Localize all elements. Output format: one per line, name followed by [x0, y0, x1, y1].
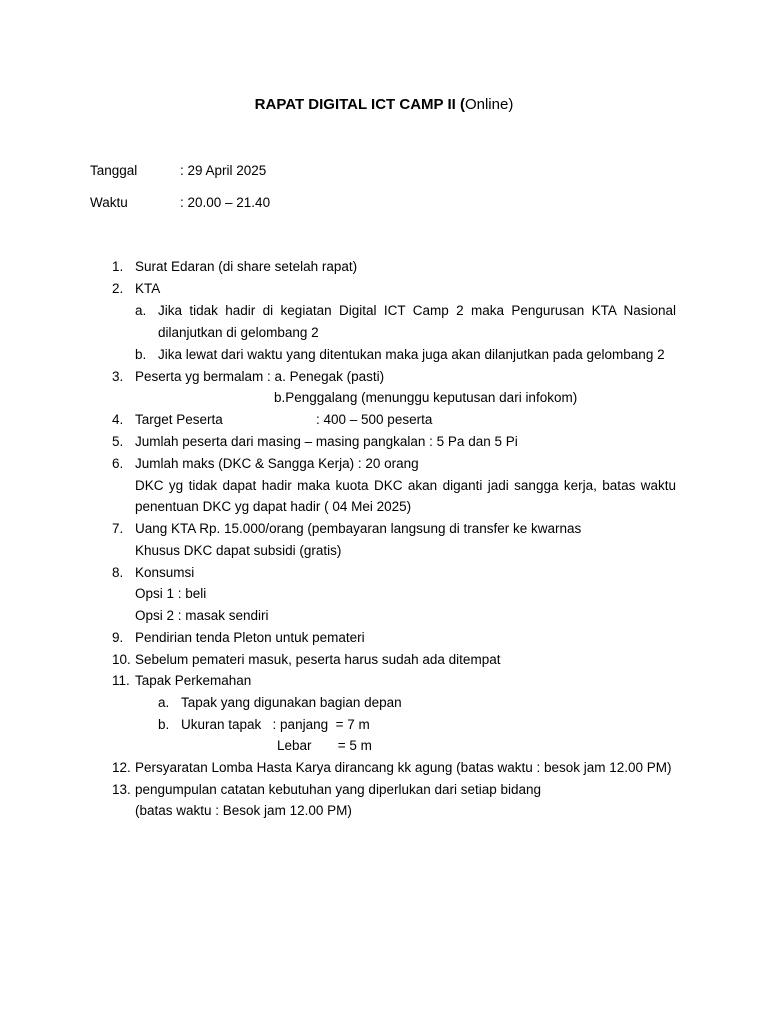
list-item: [0, 409, 768, 431]
sub-list-item: [0, 344, 768, 366]
sub-item-letter: a.: [158, 695, 170, 710]
time-row: [90, 193, 270, 213]
sub-item-text: Ukuran tapak : panjang = 7 m: [181, 717, 370, 732]
list-item: [0, 431, 768, 453]
sub-item-letter: b.: [158, 717, 170, 732]
item-text: Surat Edaran (di share setelah rapat): [135, 259, 358, 274]
item-text: Pendirian tenda Pleton untuk pemateri: [135, 630, 365, 645]
date-label: Tanggal: [90, 163, 138, 178]
item-number: 4.: [112, 412, 124, 427]
list-item: [0, 562, 768, 584]
list-item: [0, 256, 768, 278]
list-item: [0, 779, 768, 801]
item-number: 3.: [112, 369, 124, 384]
list-item: [0, 278, 768, 300]
list-item: [0, 627, 768, 649]
item-text: Target Peserta: [135, 412, 223, 427]
date-row: [90, 161, 266, 181]
item-number: 7.: [112, 521, 124, 536]
item-text: Sebelum pemateri masuk, peserta harus sudah ada ditempat: [135, 652, 501, 667]
time-label: Waktu: [90, 195, 128, 210]
continuation-line: (batas waktu : Besok jam 12.00 PM): [135, 803, 352, 818]
item-number: 6.: [112, 456, 124, 471]
continuation-line: DKC yg tidak dapat hadir maka kuota DKC akan diganti jadi sangga kerja, batas waktu: [135, 478, 676, 493]
sub-item-letter: a.: [135, 303, 147, 318]
item-number: 8.: [112, 565, 124, 580]
item-text: Jumlah peserta dari masing – masing pangkalan : 5 Pa dan 5 Pi: [135, 434, 518, 449]
continuation-line: penentuan DKC yg dapat hadir ( 04 Mei 2025): [135, 499, 412, 514]
sub-item-text: Jika tidak hadir di kegiatan Digital ICT Camp 2 maka Pengurusan KTA Nasional: [158, 303, 676, 318]
item-text: Persyaratan Lomba Hasta Karya dirancang kk agung (batas waktu : besok jam 12.00 PM): [135, 760, 672, 775]
time-value: : 20.00 – 21.40: [180, 195, 271, 210]
item-number: 11.: [112, 673, 130, 688]
continuation-line: Khusus DKC dapat subsidi (gratis): [135, 543, 342, 558]
title-normal-part: Online): [464, 96, 514, 113]
title-bold-part: RAPAT DIGITAL ICT CAMP II (: [254, 96, 465, 113]
sub-list-item: [0, 300, 768, 322]
sub-item-text: Jika lewat dari waktu yang ditentukan maka juga akan dilanjutkan pada gelombang 2: [158, 347, 665, 362]
document-title: [0, 94, 768, 116]
item-text: Tapak Perkemahan: [135, 673, 252, 688]
item-number: 13.: [112, 782, 131, 797]
item-number: 1.: [112, 259, 124, 274]
item-text: Peserta yg bermalam : a. Penegak (pasti): [135, 369, 385, 384]
sub-list-item: [0, 692, 768, 714]
list-item: [0, 453, 768, 475]
sub-item-text: Tapak yang digunakan bagian depan: [181, 695, 402, 710]
sub-list-item: [0, 714, 768, 736]
sub-item-letter: b.: [135, 347, 147, 362]
item-number: 12.: [112, 760, 131, 775]
list-item: [0, 518, 768, 540]
item-number: 5.: [112, 434, 124, 449]
item-number: 9.: [112, 630, 124, 645]
item-value: : 400 – 500 peserta: [316, 412, 433, 427]
list-item: [0, 366, 768, 388]
continuation-line: Lebar = 5 m: [277, 738, 372, 753]
item-text: Konsumsi: [135, 565, 195, 580]
continuation-line: Opsi 1 : beli: [135, 586, 207, 601]
item-text: Jumlah maks (DKC & Sangga Kerja) : 20 orang: [135, 456, 419, 471]
continuation-line: dilanjutkan di gelombang 2: [158, 325, 319, 340]
item-text: KTA: [135, 281, 161, 296]
date-value: : 29 April 2025: [180, 163, 267, 178]
item-number: 2.: [112, 281, 124, 296]
item-text: pengumpulan catatan kebutuhan yang diperlukan dari setiap bidang: [135, 782, 542, 797]
continuation-line: Opsi 2 : masak sendiri: [135, 608, 269, 623]
list-item: [0, 757, 768, 779]
list-item: [0, 649, 768, 671]
list-item: [0, 670, 768, 692]
continuation-line: b.Penggalang (menunggu keputusan dari infokom): [274, 390, 578, 405]
item-number: 10.: [112, 652, 131, 667]
item-text: Uang KTA Rp. 15.000/orang (pembayaran langsung di transfer ke kwarnas: [135, 521, 582, 536]
